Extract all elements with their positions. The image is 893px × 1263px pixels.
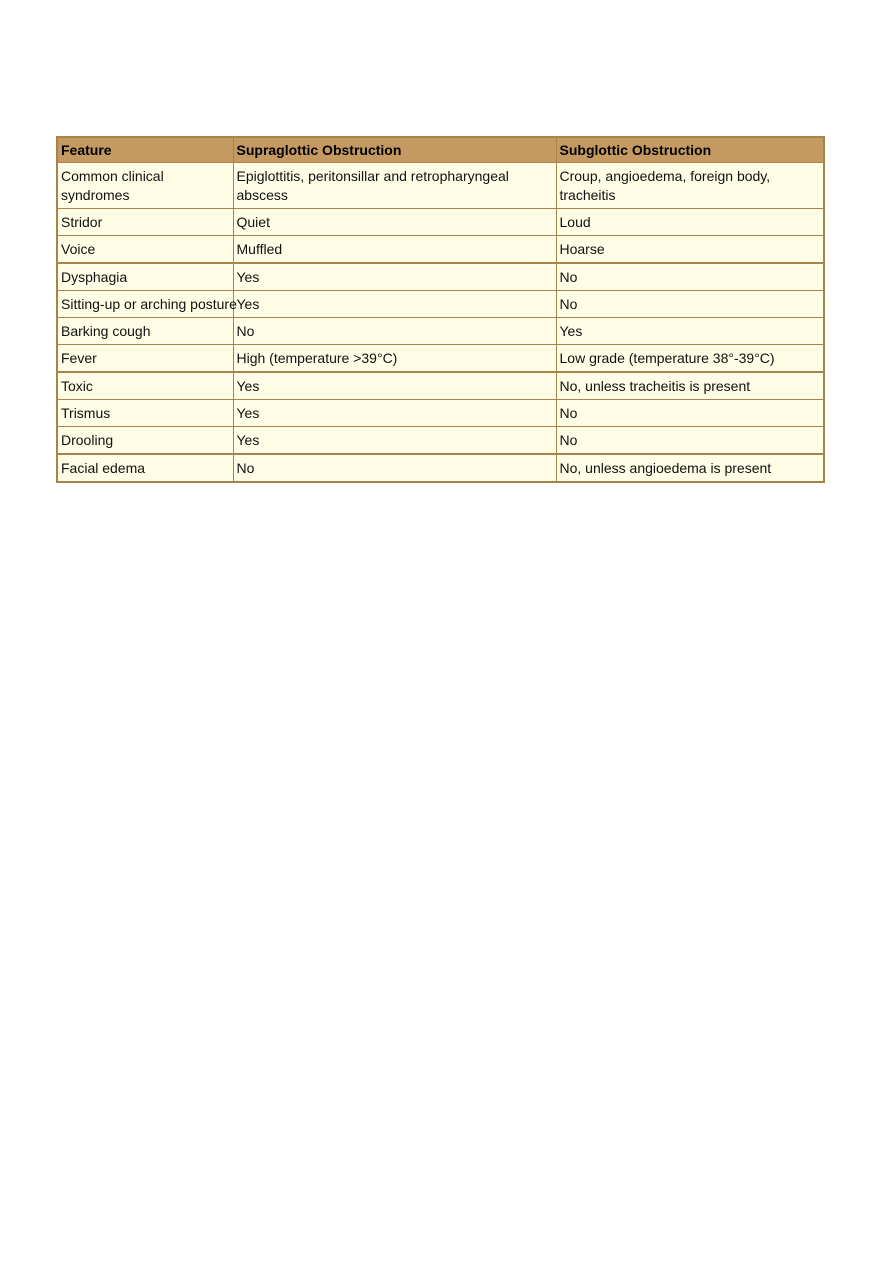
table-row [57,400,824,427]
table-row [57,236,824,264]
feature-cell: Drooling [57,427,233,455]
feature-cell: Trismus [57,400,233,427]
feature-cell: Sitting-up or arching posture [57,291,233,318]
feature-cell: Voice [57,236,233,264]
feature-cell: Stridor [57,209,233,236]
supraglottic-cell: High (temperature >39°C) [233,345,556,373]
comparison-table-container [56,136,823,483]
table-row [57,209,824,236]
header-subglottic: Subglottic Obstruction [556,137,824,163]
subglottic-cell: Yes [556,318,824,345]
subglottic-cell: No [556,263,824,291]
supraglottic-cell: Muffled [233,236,556,264]
subglottic-cell: Loud [556,209,824,236]
header-supraglottic: Supraglottic Obstruction [233,137,556,163]
supraglottic-cell: Yes [233,372,556,400]
supraglottic-cell: Epiglottitis, peritonsillar and retropharyngeal abscess [233,163,556,209]
subglottic-cell: Hoarse [556,236,824,264]
supraglottic-cell: Yes [233,263,556,291]
table-row [57,345,824,373]
feature-cell: Barking cough [57,318,233,345]
supraglottic-cell: No [233,318,556,345]
table-row [57,163,824,209]
subglottic-cell: No [556,427,824,455]
subglottic-cell: Low grade (temperature 38°-39°C) [556,345,824,373]
subglottic-cell: Croup, angioedema, foreign body, tracheitis [556,163,824,209]
table-row [57,318,824,345]
feature-cell: Fever [57,345,233,373]
feature-cell: Dysphagia [57,263,233,291]
table-row [57,291,824,318]
supraglottic-cell: No [233,454,556,482]
airway-obstruction-comparison-table [56,136,825,483]
subglottic-cell: No, unless angioedema is present [556,454,824,482]
table-header-row [57,137,824,163]
feature-cell: Common clinical syndromes [57,163,233,209]
table-row [57,372,824,400]
feature-cell: Facial edema [57,454,233,482]
supraglottic-cell: Yes [233,400,556,427]
supraglottic-cell: Yes [233,427,556,455]
table-row [57,454,824,482]
subglottic-cell: No, unless tracheitis is present [556,372,824,400]
table-row [57,427,824,455]
header-feature: Feature [57,137,233,163]
subglottic-cell: No [556,291,824,318]
supraglottic-cell: Quiet [233,209,556,236]
feature-cell: Toxic [57,372,233,400]
supraglottic-cell: Yes [233,291,556,318]
subglottic-cell: No [556,400,824,427]
table-row [57,263,824,291]
